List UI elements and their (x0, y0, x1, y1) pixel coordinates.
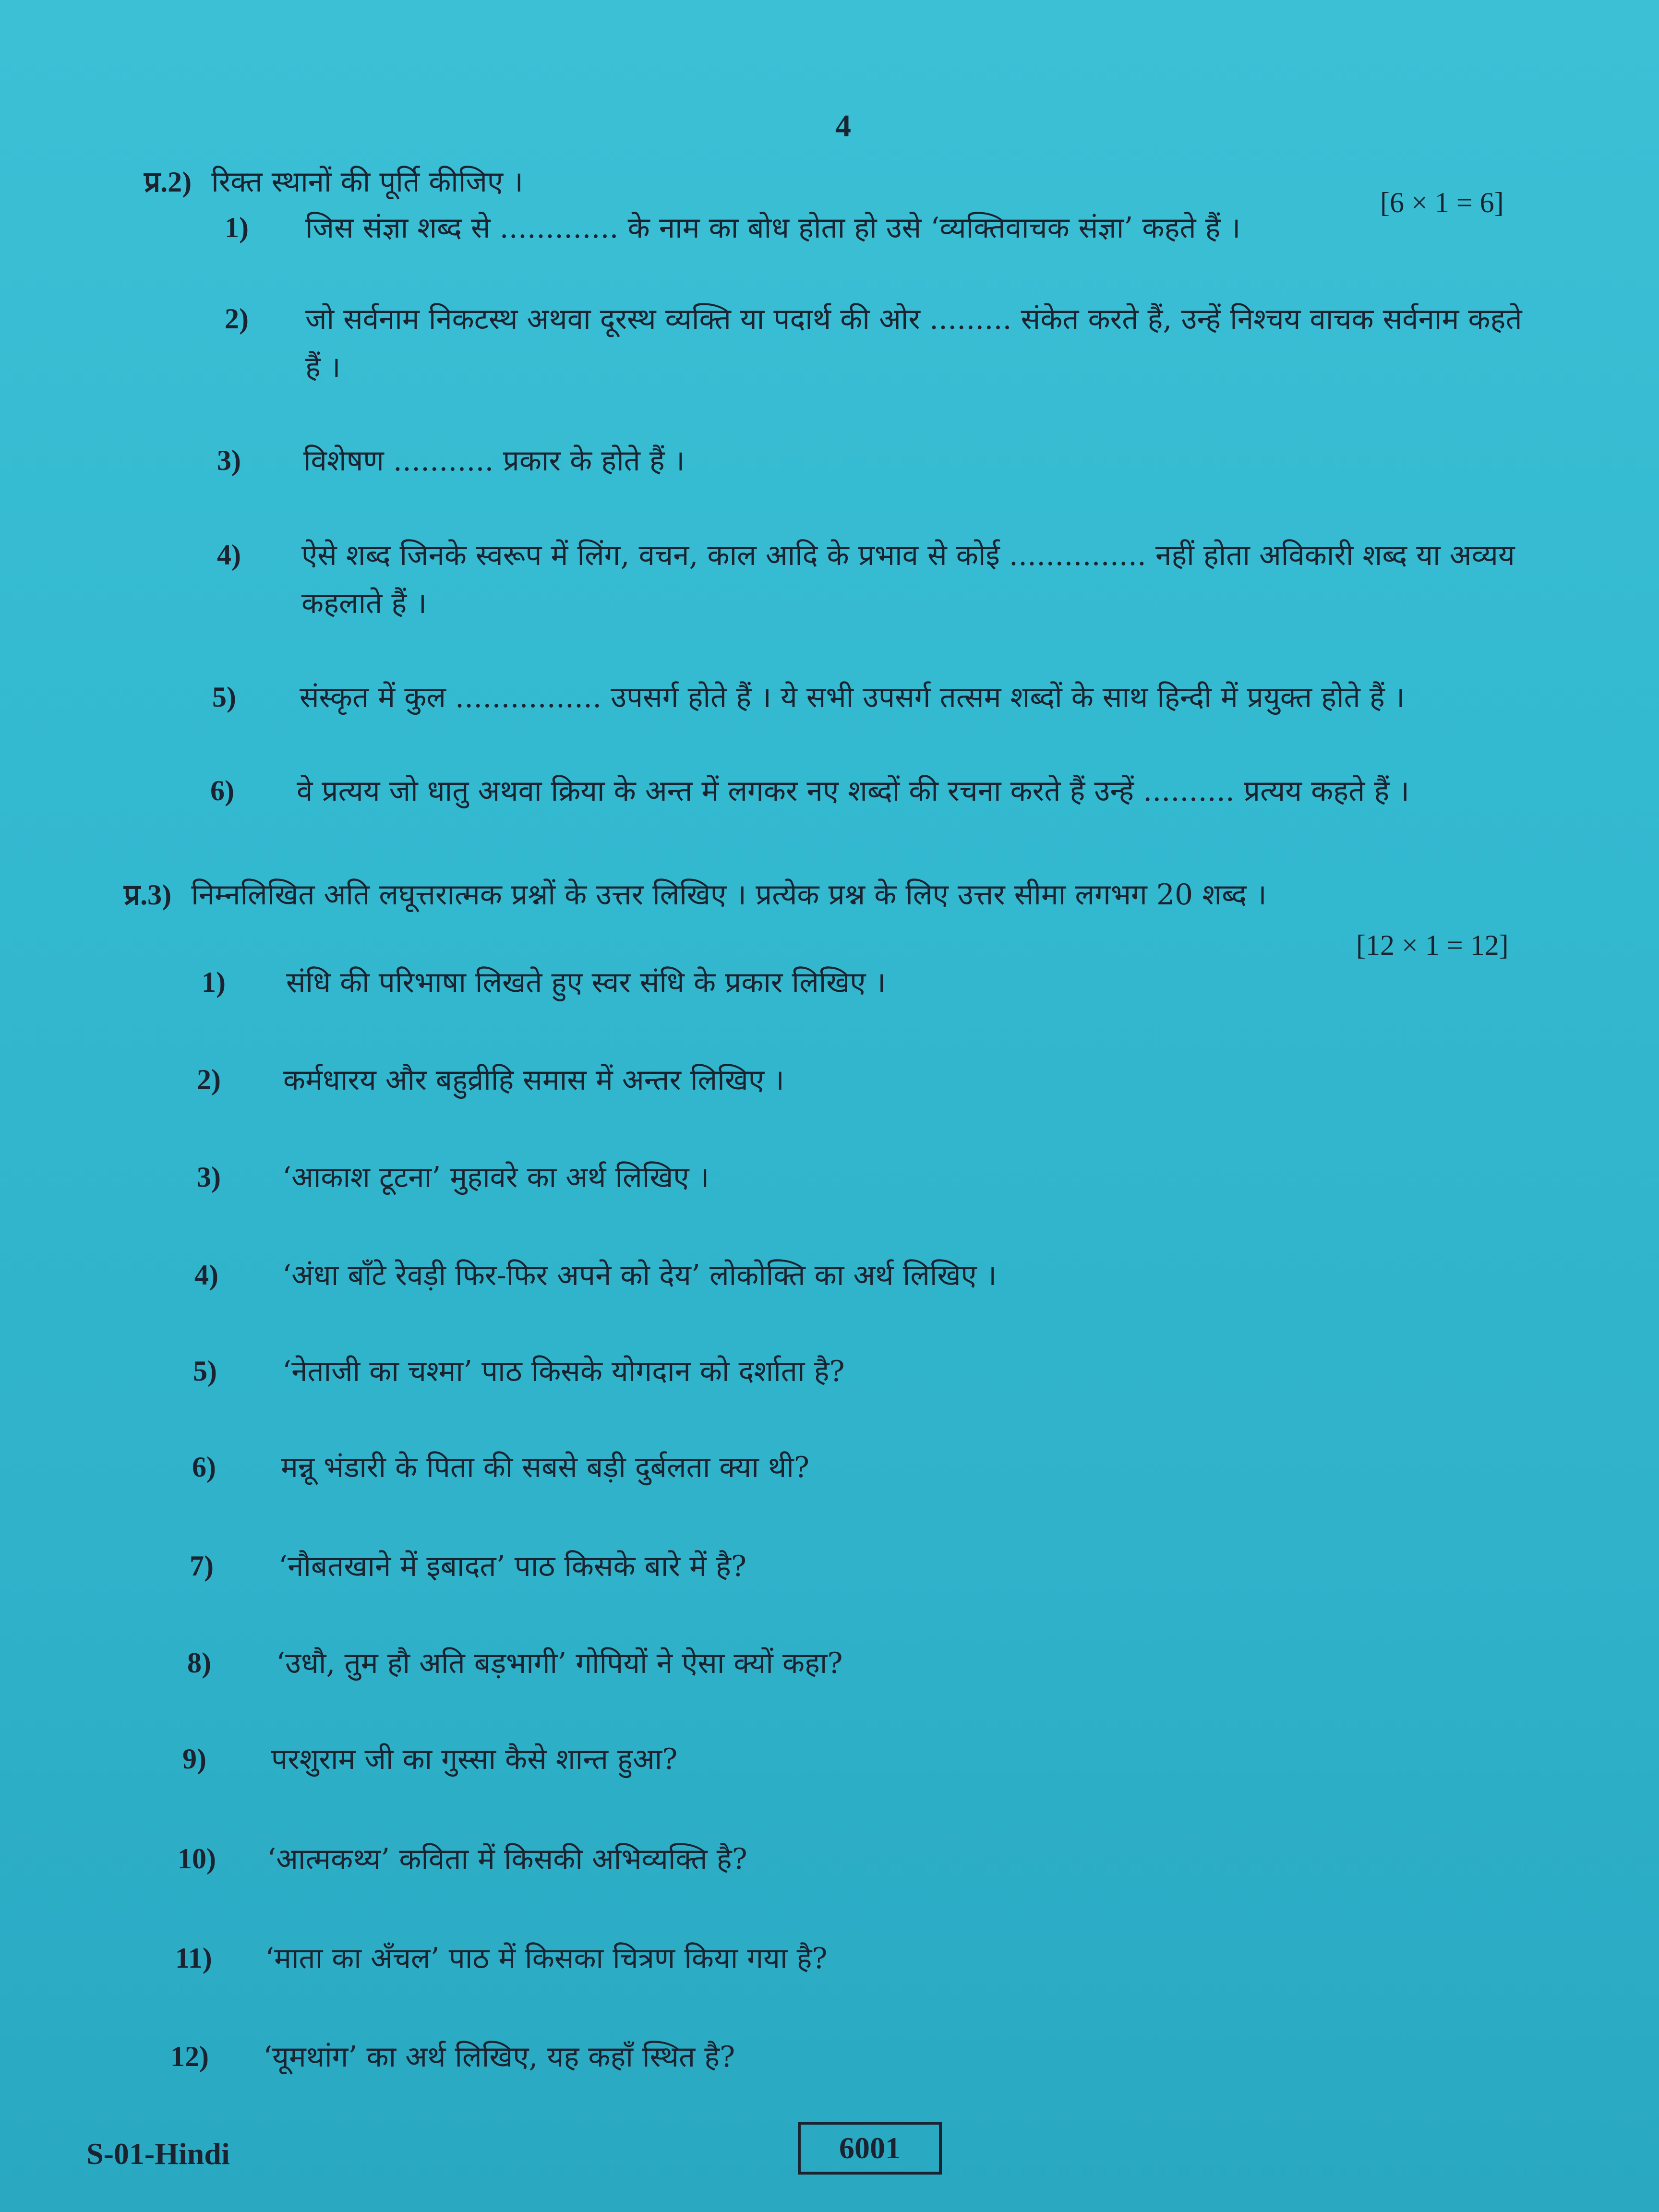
q3-item-text: ‘नौबतखाने में इबादत’ पाठ किसके बारे में है? (278, 1550, 747, 1583)
q2-item-text: जिस संज्ञा शब्द से ............. के नाम का बोध होता हो उसे ‘व्यक्तिवाचक संज्ञा’ कहते हैं । (305, 211, 1241, 245)
q3-item-num: 2) (197, 1064, 221, 1095)
q3-item-num: 7) (190, 1550, 214, 1582)
q2-item-num: 4) (217, 539, 241, 571)
q3-item-text: संधि की परिभाषा लिखते हुए स्वर संधि के प्रकार लिखिए । (286, 966, 886, 999)
q3-item-text: ‘नेताजी का चश्मा’ पाठ किसके योगदान को दर्शाता है? (282, 1355, 845, 1388)
q3-item-num: 12) (170, 2041, 209, 2072)
page-number: 4 (835, 108, 851, 144)
q2-item-text: वे प्रत्यय जो धातु अथवा क्रिया के अन्त में लगकर नए शब्दों की रचना करते हैं उन्हें .......... प्रत्यय कहते हैं । (297, 774, 1410, 808)
q2-item-num: 5) (212, 681, 236, 713)
q2-header (144, 161, 523, 200)
page-code: 6001 (839, 2131, 901, 2165)
q3-item-num: 4) (194, 1259, 218, 1291)
q2-item-num: 6) (210, 775, 234, 806)
q3-item-text: कर्मधारय और बहुव्रीहि समास में अन्तर लिखिए । (283, 1063, 784, 1097)
q3-item-num: 5) (193, 1355, 217, 1387)
q3-marks: [12 × 1 = 12] (1356, 929, 1509, 961)
q3-item-num: 11) (175, 1942, 212, 1974)
q3-item-text: ‘माता का अँचल’ पाठ में किसका चित्रण किया गया है? (265, 1942, 828, 1975)
q3-item-num: 10) (178, 1843, 216, 1875)
q2-title: रिक्त स्थानों की पूर्ति कीजिए । (211, 165, 523, 199)
q2-item-text: विशेषण ........... प्रकार के होते हैं । (303, 444, 685, 478)
q3-item-num: 3) (197, 1161, 221, 1193)
q2-item-text: संस्कृत में कुल ................ उपसर्ग होते हैं । ये सभी उपसर्ग तत्सम शब्दों के साथ हिन्दी में प्रयुक्त होते हैं । (300, 681, 1405, 714)
q2-item-num: 3) (217, 445, 241, 476)
q2-marks: [6 × 1 = 6] (1380, 187, 1504, 218)
q2-item-text: जो सर्वनाम निकटस्थ अथवा दूरस्थ व्यक्ति या पदार्थ की ओर ......... संकेत करते हैं, उन्हें निश्चय वाचक सर्वनाम कहते हैं । (305, 302, 1522, 384)
q3-item-num: 9) (182, 1743, 206, 1775)
q3-item-text: परशुराम जी का गुस्सा कैसे शान्त हुआ? (271, 1743, 678, 1776)
q3-title: निम्नलिखित अति लघूत्तरात्मक प्रश्नों के उत्तर लिखिए । प्रत्येक प्रश्न के लिए उत्तर सीमा लगभग 20 शब्द । (191, 878, 1267, 912)
q3-item-num: 1) (202, 966, 226, 998)
page-code-box (798, 2122, 942, 2175)
q3-item-text: मन्नू भंडारी के पिता की सबसे बड़ी दुर्बलता क्या थी? (281, 1451, 809, 1484)
q3-label: प्र.3) (124, 879, 172, 911)
q3-item-text: ‘यूमथांग’ का अर्थ लिखिए, यह कहाँ स्थित है? (263, 2040, 735, 2074)
q3-item-text: ‘आत्मकथ्य’ कविता में किसकी अभिव्यक्ति है? (267, 1842, 747, 1876)
q3-item-num: 6) (192, 1451, 216, 1483)
q2-item-num: 2) (225, 303, 249, 335)
q2-item-text: ऐसे शब्द जिनके स्वरूप में लिंग, वचन, काल आदि के प्रभाव से कोई ............... नहीं होता अविकारी शब्द या अव्यय कहलाते हैं । (301, 539, 1515, 620)
q2-label: प्र.2) (144, 166, 192, 198)
q3-item-num: 8) (187, 1647, 211, 1679)
q3-header (124, 874, 1267, 913)
q3-item-text: ‘उधौ, तुम हौ अति बड़भागी’ गोपियों ने ऐसा क्यों कहा? (276, 1647, 843, 1680)
q3-item-text: ‘अंधा बाँटे रेवड़ी फिर-फिर अपने को देय’ लोकोक्ति का अर्थ लिखिए । (282, 1259, 997, 1292)
paper-code: S-01-Hindi (86, 2137, 230, 2171)
q3-item-text: ‘आकाश टूटना’ मुहावरे का अर्थ लिखिए । (282, 1161, 709, 1194)
q2-item-num: 1) (225, 212, 249, 243)
